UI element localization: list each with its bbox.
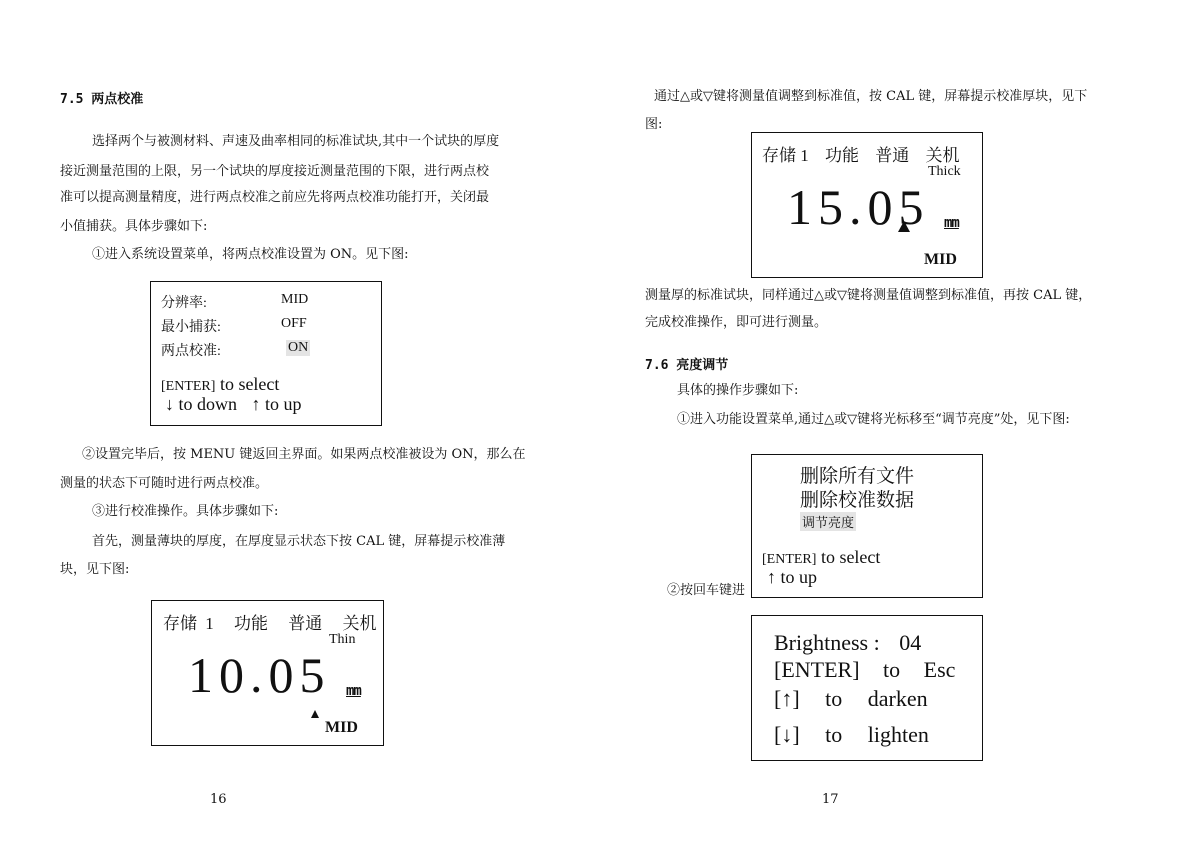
brightness-screen: [751, 615, 983, 761]
thickness-reading: 10.05: [188, 647, 331, 703]
to-text: to: [825, 722, 843, 747]
status-bar: [762, 141, 960, 166]
status-bar: [163, 609, 377, 634]
thin-calibration-screen: [151, 600, 384, 746]
select-hint-text: to select: [820, 547, 881, 567]
step-2-line: 测量的状态下可随时进行两点校准。: [60, 476, 269, 491]
up-hint-text: to up: [780, 567, 818, 587]
two-point-label: 两点校准:: [161, 344, 221, 359]
paragraph-line: 首先，测量薄块的厚度，在厚度显示状态下按 CAL 键，屏幕提示校准薄: [92, 534, 506, 549]
thick-calibration-screen: [751, 132, 983, 278]
down-hint-text: to down: [178, 394, 237, 414]
enter-esc-line: [774, 657, 955, 683]
arrow-down-icon: ↓: [165, 394, 174, 414]
intro-text: 具体的操作步骤如下:: [677, 383, 799, 398]
function-menu-screen: [751, 454, 983, 598]
to-text: to: [825, 686, 843, 711]
enter-key-label: [ENTER]: [774, 657, 860, 682]
paragraph-line: 完成校准操作，即可进行测量。: [645, 315, 828, 330]
paragraph-line: 块，见下图:: [60, 562, 130, 577]
brightness-value: 04: [899, 630, 922, 655]
lighten-line: [774, 722, 929, 748]
thin-label: Thin: [329, 632, 356, 647]
power-label: 关机: [925, 146, 960, 165]
navigation-hint: [165, 394, 302, 415]
mode-label: 普通: [288, 614, 323, 633]
brightness-label: Brightness :: [774, 630, 880, 655]
arrow-up-icon: ↑: [251, 394, 261, 414]
thickness-reading: 15.05: [787, 179, 930, 235]
paragraph-line: 小值捕获。具体步骤如下:: [60, 219, 208, 234]
to-text: to: [883, 657, 901, 682]
paragraph-line: 测量厚的标准试块，同样通过△或▽键将测量值调整到标准值，再按 CAL 键，: [645, 288, 1092, 303]
power-label: 关机: [342, 614, 377, 633]
paragraph-line: 通过△或▽键将测量值调整到标准值，按 CAL 键，屏幕提示校准厚块，见下: [654, 89, 1088, 104]
two-point-value: ON: [288, 340, 309, 355]
enter-key-label: [ENTER]: [161, 379, 216, 394]
unit-label: mm: [944, 215, 959, 231]
arrow-down-key-icon: [↓]: [774, 722, 800, 747]
step-2-line: ②设置完毕后，按 MENU 键返回主界面。如果两点校准被设为 ON，那么在: [82, 447, 526, 462]
section-heading-7-5: 7.5 两点校准: [60, 92, 144, 107]
enter-select-hint: [762, 547, 880, 568]
darken-text: darken: [867, 686, 928, 711]
section-heading-7-6: 7.6 亮度调节: [645, 358, 729, 373]
paragraph-line: 选择两个与被测材料、声速及曲率相同的标准试块,其中一个试块的厚度: [92, 134, 500, 149]
settings-menu-screen: [150, 281, 382, 426]
step-3-text: ③进行校准操作。具体步骤如下:: [92, 504, 279, 519]
arrow-up-key-icon: [↑]: [774, 686, 800, 711]
paragraph-line: 图:: [645, 117, 663, 132]
function-label: 功能: [825, 146, 859, 165]
min-capture-value: OFF: [281, 316, 307, 331]
esc-text: Esc: [923, 657, 956, 682]
thick-label: Thick: [928, 164, 961, 179]
step-2-partial-text: ②按回车键进: [667, 583, 746, 598]
darken-line: [774, 686, 928, 712]
paragraph-line: 准可以提高测量精度，进行两点校准之前应先将两点校准功能打开，关闭最: [60, 190, 490, 205]
cursor-triangle-icon: [311, 710, 319, 718]
resolution-indicator: MID: [924, 251, 957, 268]
navigation-hint: [767, 567, 817, 588]
page-number-left: 16: [210, 792, 227, 807]
resolution-value: MID: [281, 292, 309, 307]
resolution-indicator: MID: [325, 719, 358, 736]
mode-label: 普通: [875, 146, 910, 165]
step-1-text: ①进入功能设置菜单,通过△或▽键将光标移至“调节亮度”处，见下图:: [677, 412, 1070, 427]
resolution-label: 分辨率:: [161, 296, 207, 311]
arrow-up-icon: ↑: [767, 567, 776, 587]
paragraph-line: 接近测量范围的上限，另一个试块的厚度接近测量范围的下限，进行两点校: [60, 164, 490, 179]
enter-key-label: [ENTER]: [762, 552, 817, 567]
min-capture-label: 最小捕获:: [161, 320, 221, 335]
menu-item-delete-files: 删除所有文件: [800, 466, 915, 487]
lighten-text: lighten: [867, 722, 929, 747]
enter-select-hint: [161, 374, 279, 395]
cursor-triangle-icon: [898, 221, 910, 232]
brightness-line: [774, 630, 921, 656]
select-hint-text: to select: [219, 374, 280, 394]
page-number-right: 17: [822, 792, 839, 807]
function-label: 功能: [234, 614, 268, 633]
up-hint-text: to up: [265, 394, 302, 414]
store-label: 存储 1: [163, 614, 214, 633]
step-1-text: ①进入系统设置菜单，将两点校准设置为 ON。见下图:: [92, 247, 409, 262]
menu-item-adjust-brightness: 调节亮度: [800, 512, 856, 531]
unit-label: mm: [346, 683, 361, 699]
store-label: 存储 1: [762, 146, 809, 165]
menu-item-delete-calibration: 删除校准数据: [800, 490, 915, 511]
